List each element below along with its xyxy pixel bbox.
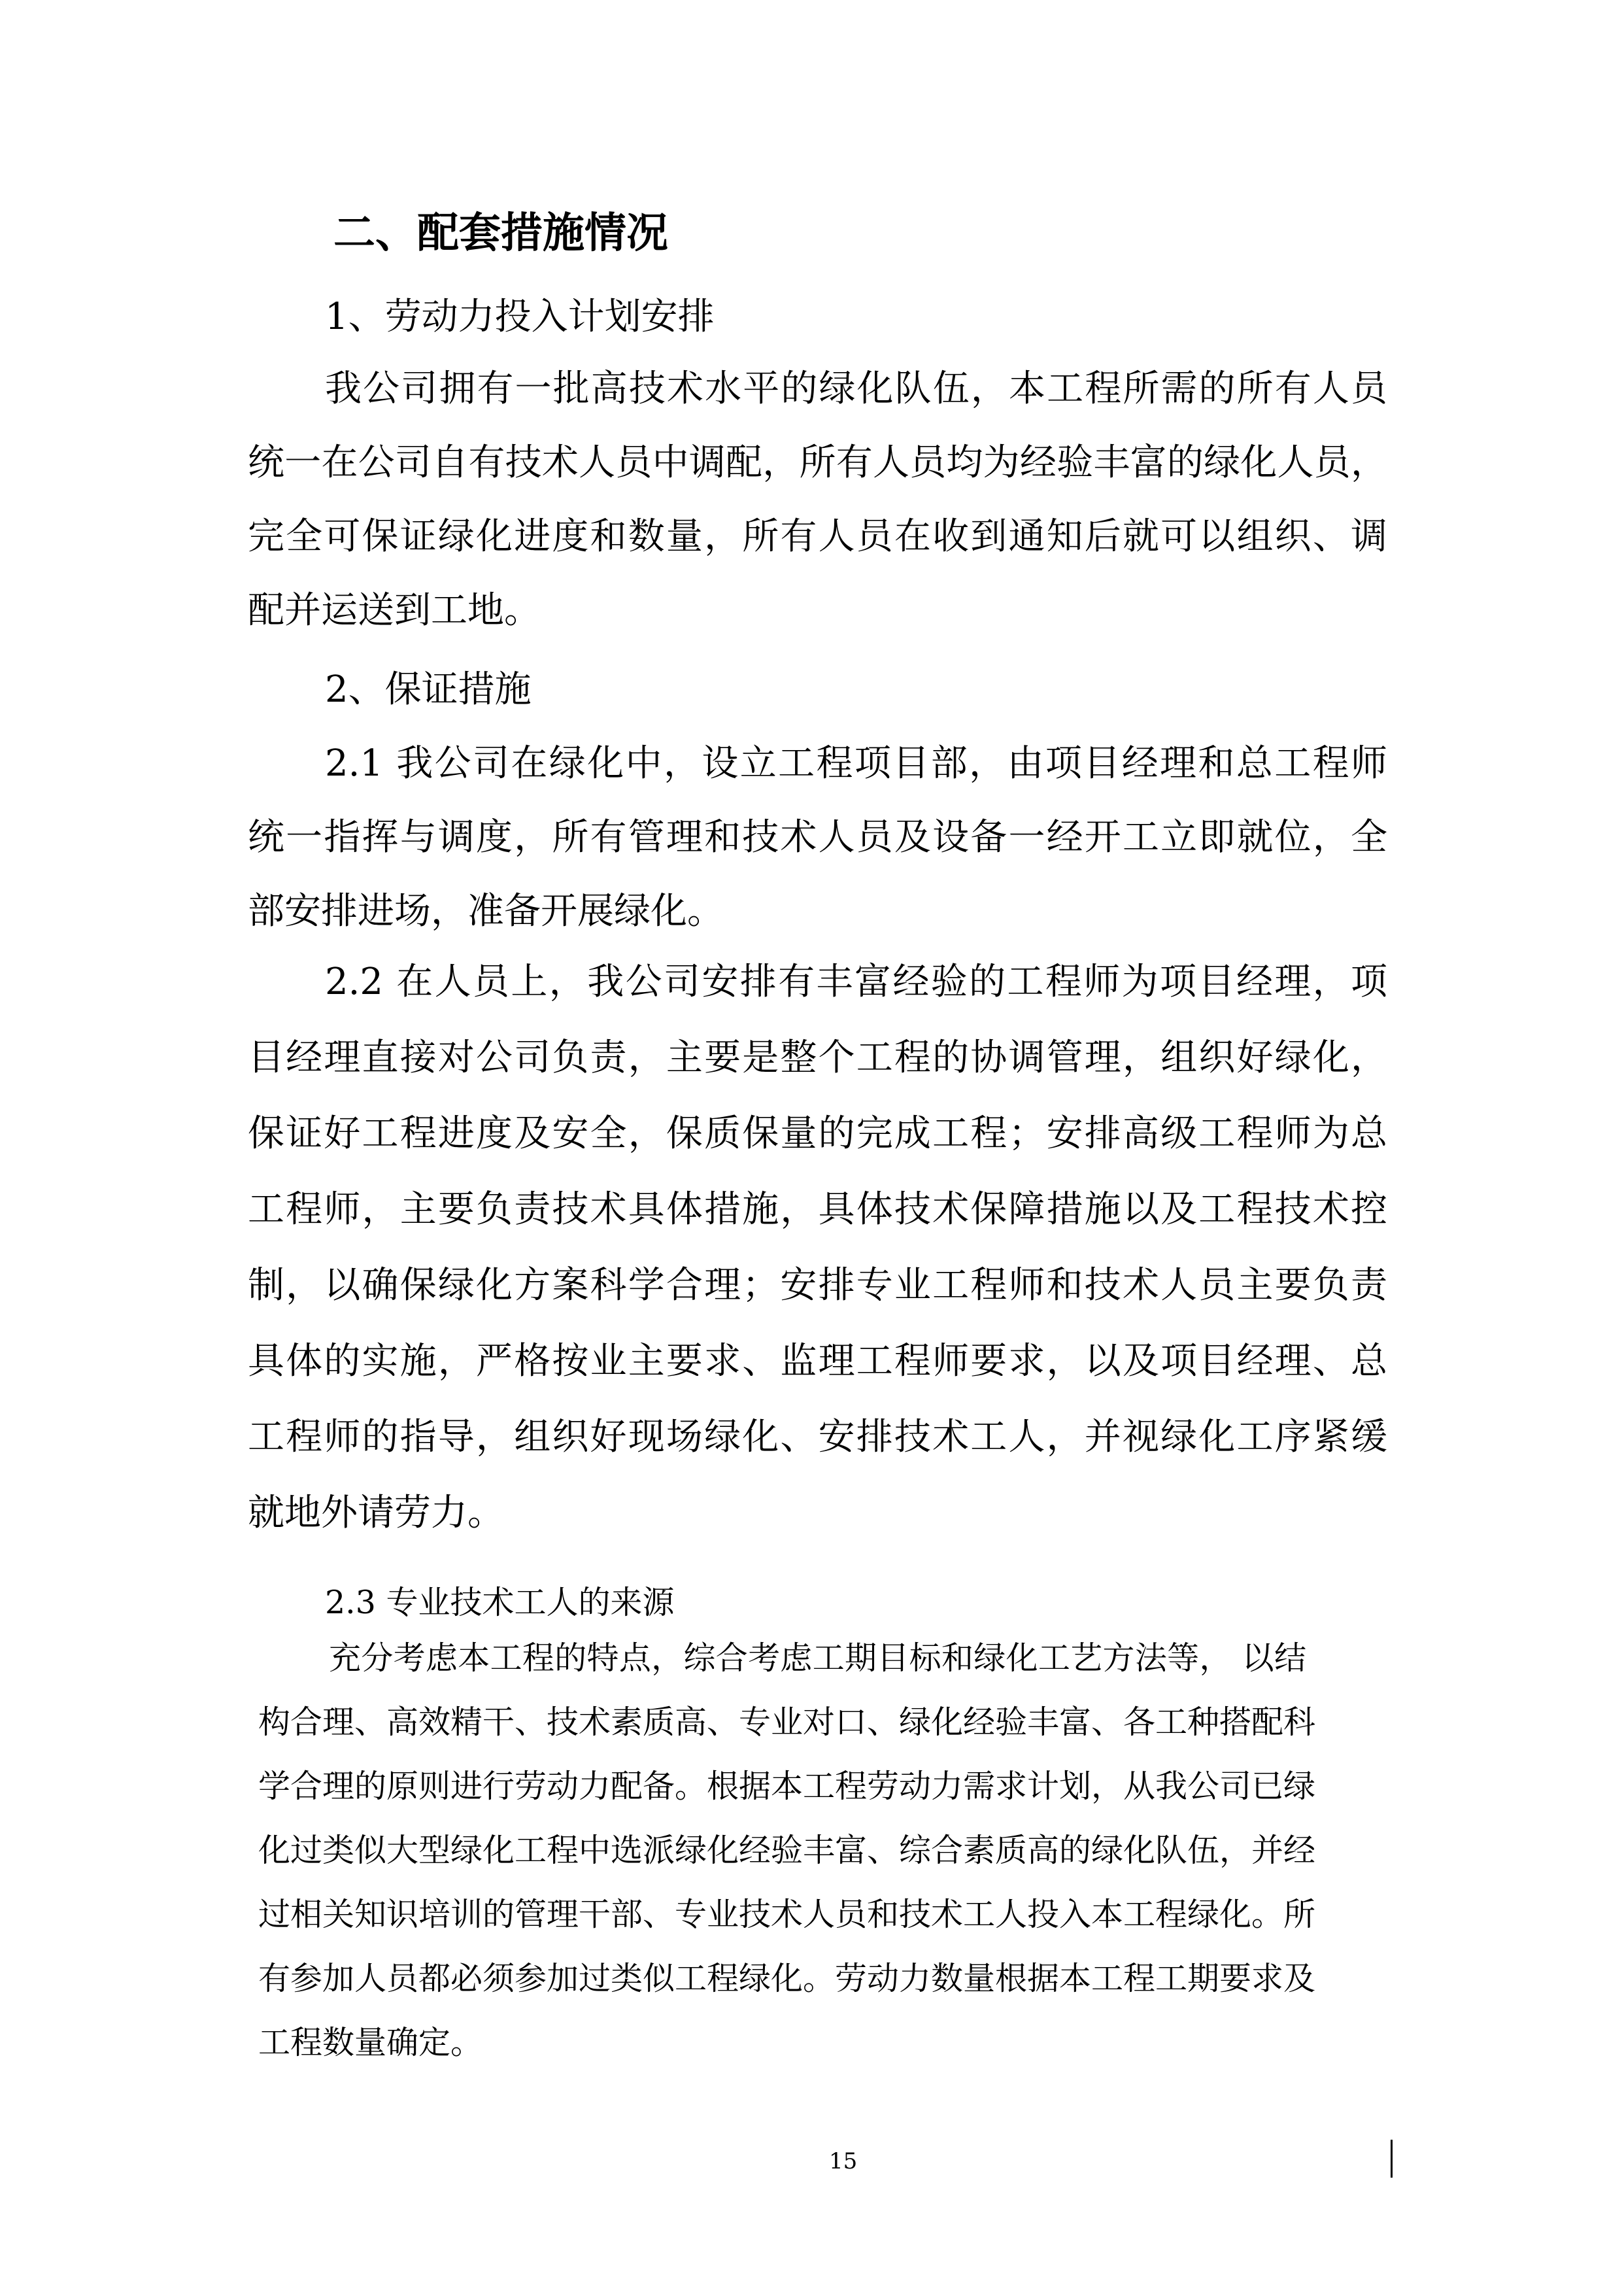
- paragraph-line: 完全可保证绿化进度和数量，所有人员在收到通知后就可以组织、调: [248, 515, 1387, 558]
- paragraph-line: 充分考虑本工程的特点，综合考虑工期目标和绿化工艺方法等， 以结: [329, 1639, 1306, 1677]
- margin-rule: [1391, 2140, 1393, 2178]
- paragraph-line: 统一指挥与调度，所有管理和技术人员及设备一经开工立即就位，全: [248, 816, 1387, 859]
- paragraph-line: 工程师，主要负责技术具体措施，具体技术保障措施以及工程技术控: [248, 1188, 1387, 1231]
- paragraph-line: 学合理的原则进行劳动力配备。根据本工程劳动力需求计划，从我公司已绿: [258, 1768, 1316, 1805]
- section-heading: 二、配套措施情况: [333, 209, 668, 258]
- paragraph-line: 2.2 在人员上，我公司安排有丰富经验的工程师为项目经理，项: [325, 961, 1387, 1003]
- paragraph-line: 工程师的指导，组织好现场绿化、安排技术工人，并视绿化工序紧缓: [248, 1416, 1387, 1458]
- paragraph-line: 2.1 我公司在绿化中，设立工程项目部，由项目经理和总工程师: [325, 742, 1387, 785]
- page-number: 15: [829, 2148, 858, 2174]
- paragraph-line: 保证好工程进度及安全，保质保量的完成工程；安排高级工程师为总: [248, 1112, 1387, 1155]
- subsection-title: 1、劳动力投入计划安排: [325, 296, 715, 338]
- paragraph-line: 制，以确保绿化方案科学合理；安排专业工程师和技术人员主要负责: [248, 1264, 1387, 1307]
- subsection-title: 2.3 专业技术工人的来源: [325, 1584, 675, 1621]
- paragraph-line: 构合理、高效精干、技术素质高、专业对口、绿化经验丰富、各工种搭配科: [258, 1704, 1316, 1741]
- paragraph-line: 目经理直接对公司负责，主要是整个工程的协调管理，组织好绿化，: [248, 1037, 1387, 1079]
- paragraph-line: 过相关知识培训的管理干部、专业技术人员和技术工人投入本工程绿化。所: [258, 1896, 1316, 1933]
- subsection-title: 2、保证措施: [325, 668, 532, 711]
- paragraph-line: 部安排进场，准备开展绿化。: [248, 890, 724, 933]
- paragraph-line: 化过类似大型绿化工程中选派绿化经验丰富、综合素质高的绿化队伍，并经: [258, 1832, 1316, 1869]
- paragraph-line: 我公司拥有一批高技术水平的绿化队伍，本工程所需的所有人员: [325, 368, 1387, 410]
- paragraph-line: 就地外请劳力。: [248, 1492, 504, 1534]
- paragraph-line: 有参加人员都必须参加过类似工程绿化。劳动力数量根据本工程工期要求及: [258, 1960, 1316, 1997]
- paragraph-line: 统一在公司自有技术人员中调配，所有人员均为经验丰富的绿化人员，: [248, 441, 1387, 484]
- paragraph-line: 配并运送到工地。: [248, 589, 541, 632]
- paragraph-line: 具体的实施，严格按业主要求、监理工程师要求，以及项目经理、总: [248, 1340, 1387, 1382]
- paragraph-line: 工程数量确定。: [258, 2024, 483, 2061]
